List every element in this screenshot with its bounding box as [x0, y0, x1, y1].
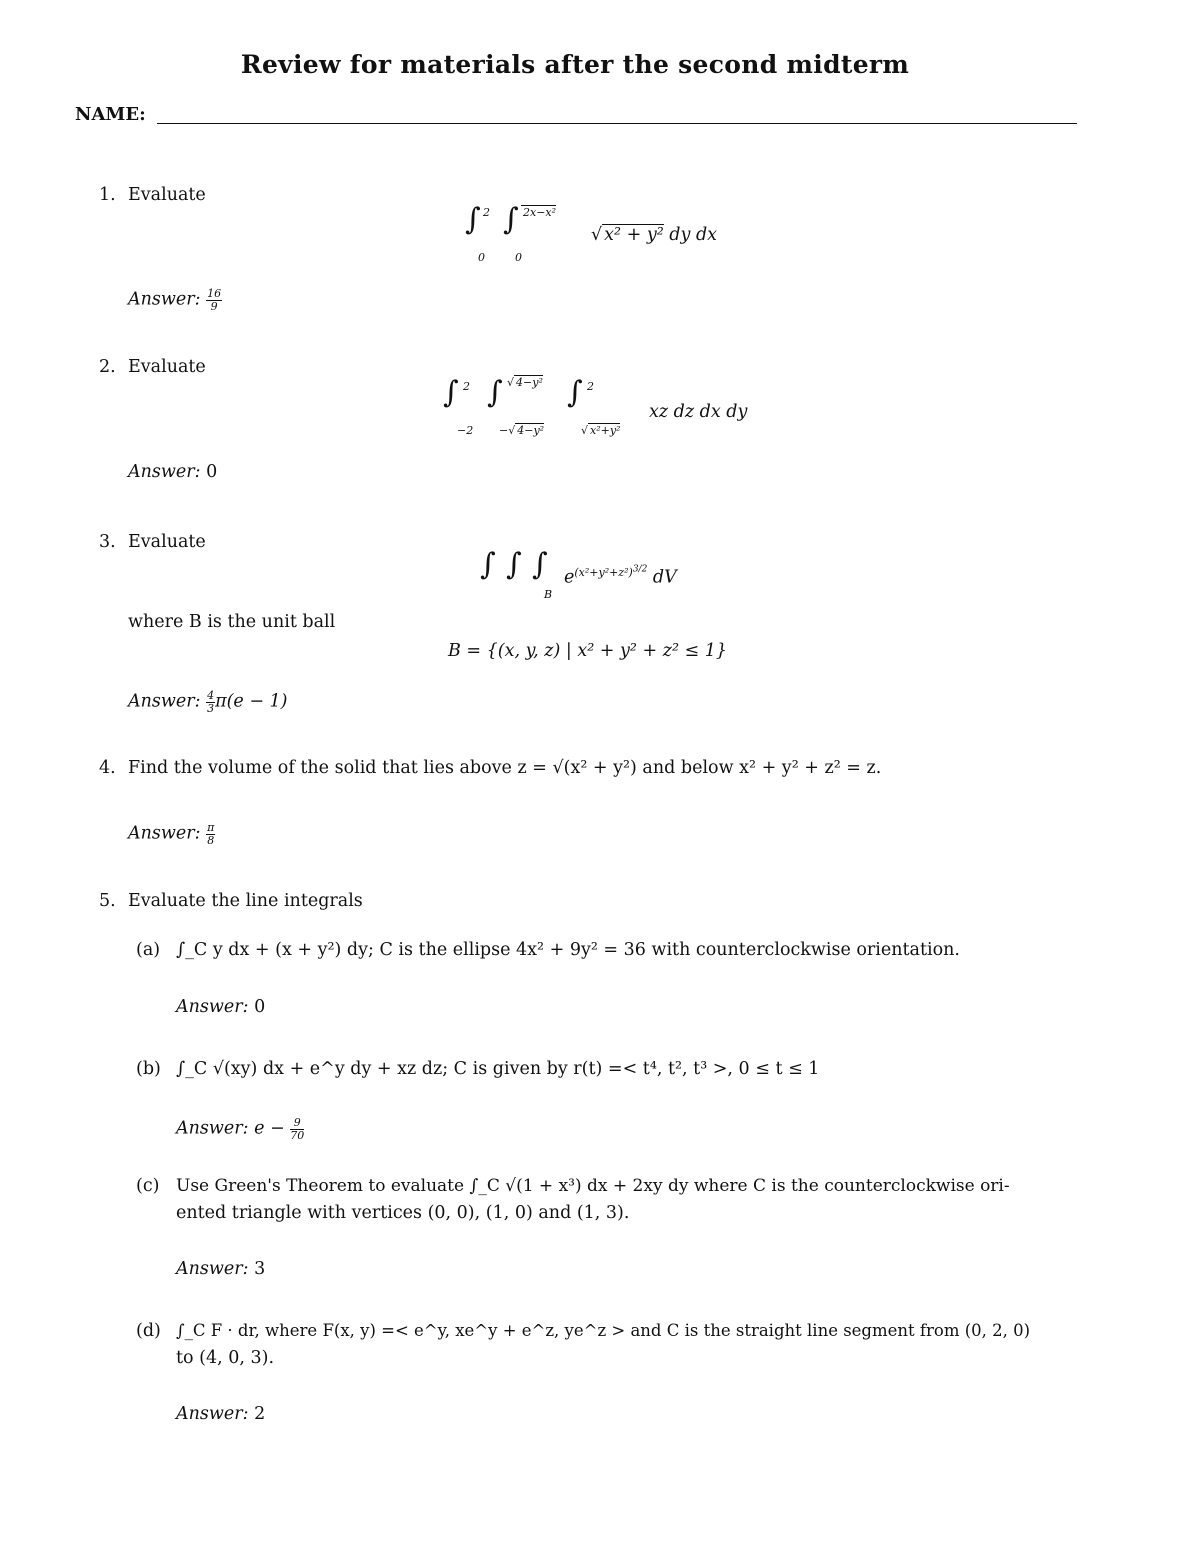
- problem-2-integrand: xz dz dx dy: [649, 402, 748, 422]
- problem-1-answer-label: Answer:: [128, 289, 201, 310]
- part-b-text: ∫_C √(xy) dx + e^y dy + xz dz; C is given by r(t) =< t⁴, t², t³ >, 0 ≤ t ≤ 1: [176, 1059, 820, 1079]
- problem-1-number: 1.: [99, 185, 116, 205]
- problem-2-answer-label: Answer:: [128, 462, 201, 482]
- problem-3-where: where B is the unit ball: [128, 612, 336, 632]
- problem-3-prompt: Evaluate: [128, 532, 206, 552]
- part-c-text-line2: ented triangle with vertices (0, 0), (1, 0) and (1, 3).: [176, 1203, 630, 1223]
- problem-1-answer: Answer: $\frac{16}{9}$: [128, 287, 222, 313]
- part-d-text-line1: ∫_C F · dr, where F(x, y) =< e^y, xe^y + e^z, ye^z > and C is the straight line segment from (0, 2, 0): [176, 1321, 1031, 1340]
- problem-2-number: 2.: [99, 357, 116, 377]
- problem-3-set: B = {(x, y, z) | x² + y² + z² ≤ 1}: [448, 641, 728, 661]
- part-a-answer: Answer: 0: [176, 997, 266, 1017]
- part-a-label: (a): [136, 940, 161, 960]
- part-d-text-line2: to (4, 0, 3).: [176, 1348, 275, 1368]
- problem-3-integral: ∫ ∫ ∫ B $e^{(x^2+y^2+z^2)^{3/2}}$ dV: [480, 547, 677, 601]
- part-c-answer-label: Answer:: [176, 1259, 249, 1279]
- name-field[interactable]: [75, 104, 1077, 130]
- problem-1-prompt: Evaluate: [128, 185, 206, 205]
- part-b-answer: Answer: e − $\frac{9}{70}$: [176, 1116, 305, 1142]
- problem-5-number: 5.: [99, 891, 116, 911]
- name-line: [157, 123, 1077, 124]
- problem-2-prompt: Evaluate: [128, 357, 206, 377]
- problem-4-answer: Answer: $\frac{\pi}{8}$: [128, 821, 215, 847]
- problem-5-prompt: Evaluate the line integrals: [128, 891, 363, 911]
- part-b-label: (b): [136, 1059, 161, 1079]
- part-c-label: (c): [136, 1176, 160, 1196]
- part-d-answer-label: Answer:: [176, 1404, 249, 1424]
- part-c-text-line1: Use Green's Theorem to evaluate ∫_C √(1 + x³) dx + 2xy dy where C is the counterclockwise ori-: [176, 1176, 1010, 1196]
- problem-4-prompt: Find the volume of the solid that lies above z = √(x² + y²) and below x² + y² + z² = z.: [128, 758, 882, 778]
- part-a-answer-label: Answer:: [176, 997, 249, 1017]
- problem-3-answer-label: Answer:: [128, 691, 201, 712]
- problem-1-integrand: √ x² + y² dy dx: [591, 225, 718, 245]
- name-label: NAME:: [75, 104, 146, 125]
- document-title: Review for materials after the second midterm: [240, 50, 910, 79]
- problem-4-answer-label: Answer:: [128, 823, 201, 844]
- part-c-answer: Answer: 3: [176, 1259, 266, 1279]
- problem-3-number: 3.: [99, 532, 116, 552]
- part-d-answer: Answer: 2: [176, 1404, 266, 1424]
- problem-3-answer: Answer: $\frac{4}{3}$ π(e − 1): [128, 689, 288, 715]
- problem-2-answer: Answer: 0: [128, 462, 218, 482]
- problem-4-number: 4.: [99, 758, 116, 778]
- part-b-answer-label: Answer:: [176, 1118, 249, 1139]
- part-a-text: ∫_C y dx + (x + y²) dy; C is the ellipse 4x² + 9y² = 36 with counterclockwise orientation.: [176, 940, 960, 960]
- part-d-label: (d): [136, 1321, 161, 1341]
- problem-2-integral: ∫ 2 −2 ∫ √ 4−y² −√ 4−y² ∫ 2 √ x²+y² xz dz dx dy: [443, 375, 748, 437]
- problem-1-integral: ∫ 2 0 ∫ 2x−x² 0 √ x² + y² dy dx: [465, 202, 718, 264]
